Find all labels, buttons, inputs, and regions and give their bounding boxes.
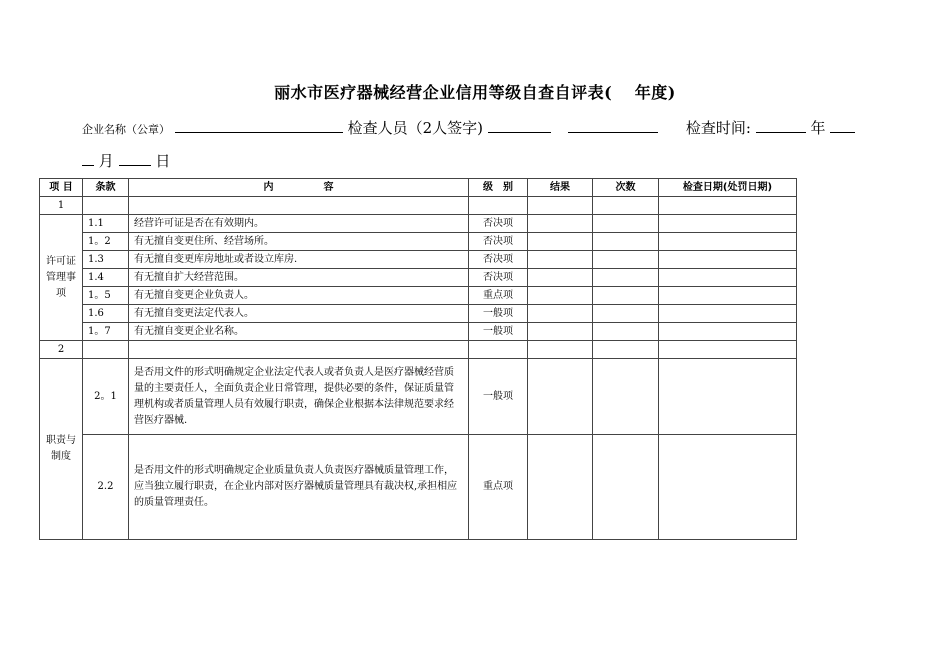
count-cell[interactable] [593,435,659,540]
page-title: 丽水市医疗器械经营企业信用等级自查自评表( 年度) [274,83,676,102]
time-label: 检查时间: [685,119,751,137]
year-label: 年 [810,119,826,137]
header-line-1 [82,117,855,138]
col-header-count: 次数 [593,179,659,197]
date-cell[interactable] [659,323,797,341]
year-tail-blank[interactable] [830,118,855,133]
content-cell: 有无擅自变更住所、经营场所。 [129,233,469,251]
date-cell[interactable] [659,269,797,287]
content-cell: 有无擅自变更企业负责人。 [129,287,469,305]
count-cell[interactable] [593,287,659,305]
date-cell[interactable] [659,233,797,251]
date-cell[interactable] [659,287,797,305]
level-cell: 否决项 [469,233,528,251]
level-cell: 一般项 [469,323,528,341]
inspector-signature-blank-1[interactable] [488,118,551,133]
section-1-name: 许可证管理事项 [40,215,83,341]
section-2-number: 2 [40,341,83,359]
count-cell[interactable] [593,269,659,287]
clause-cell: 2。1 [83,359,129,435]
date-cell[interactable] [659,359,797,435]
count-cell[interactable] [593,251,659,269]
clause-cell: 1。7 [83,323,129,341]
table-row [40,269,797,287]
date-cell[interactable] [659,435,797,540]
clause-cell: 1.6 [83,305,129,323]
date-cell[interactable] [659,215,797,233]
result-cell[interactable] [528,323,593,341]
level-cell: 重点项 [469,435,528,540]
table-row [40,359,797,435]
level-cell: 重点项 [469,287,528,305]
count-cell[interactable] [593,323,659,341]
result-cell[interactable] [528,287,593,305]
header-line-2 [82,150,170,171]
result-cell[interactable] [528,251,593,269]
inspection-table [39,178,797,540]
count-cell[interactable] [593,305,659,323]
table-row [40,251,797,269]
col-header-content: 内 容 [129,179,469,197]
date-cell[interactable] [659,251,797,269]
month-blank[interactable] [82,151,94,166]
table-row [40,305,797,323]
content-cell: 有无擅自扩大经营范围。 [129,269,469,287]
clause-cell: 1.3 [83,251,129,269]
result-cell[interactable] [528,215,593,233]
level-cell: 否决项 [469,269,528,287]
table-row [40,323,797,341]
count-cell[interactable] [593,215,659,233]
content-cell: 有无擅自变更库房地址或者设立库房. [129,251,469,269]
level-cell: 否决项 [469,251,528,269]
result-cell[interactable] [528,305,593,323]
content-cell: 是否用文件的形式明确规定企业法定代表人或者负责人是医疗器械经营质量的主要责任人，全面负责企业日常管理，提供必要的条件，保证质量管理机构或者质量管理人员有效履行职责，确保企业根据本法律规范要求经营医疗器械. [129,359,469,435]
table-row [40,233,797,251]
col-header-item: 项 目 [40,179,83,197]
content-cell: 有无擅自变更企业名称。 [129,323,469,341]
content-cell: 有无擅自变更法定代表人。 [129,305,469,323]
company-name-blank[interactable] [175,118,343,133]
day-blank[interactable] [119,151,151,166]
col-header-result: 结果 [528,179,593,197]
content-cell: 是否用文件的形式明确规定企业质量负责人负责医疗器械质量管理工作，应当独立履行职责，在企业内部对医疗器械质量管理具有裁决权,承担相应的质量管理责任。 [129,435,469,540]
count-cell[interactable] [593,359,659,435]
month-label: 月 [98,152,114,170]
result-cell[interactable] [528,435,593,540]
clause-cell: 2.2 [83,435,129,540]
level-cell: 否决项 [469,215,528,233]
result-cell[interactable] [528,359,593,435]
content-cell: 经营许可证是否在有效期内。 [129,215,469,233]
clause-cell: 1.4 [83,269,129,287]
table-row [40,287,797,305]
table-header-row [40,179,797,197]
col-header-date: 检查日期(处罚日期) [659,179,797,197]
day-label: 日 [155,152,171,170]
company-label: 企业名称（公章） [82,123,170,136]
year-blank[interactable] [756,118,806,133]
count-cell[interactable] [593,233,659,251]
section-2-row [40,341,797,359]
inspector-label: 检查人员（2人签字) [347,119,483,137]
clause-cell: 1。5 [83,287,129,305]
level-cell: 一般项 [469,359,528,435]
result-cell[interactable] [528,269,593,287]
col-header-clause: 条款 [83,179,129,197]
section-2-name: 职责与制度 [40,359,83,540]
table-row [40,215,797,233]
inspector-signature-blank-2[interactable] [568,118,658,133]
clause-cell: 1.1 [83,215,129,233]
section-1-row [40,197,797,215]
result-cell[interactable] [528,233,593,251]
table-row [40,435,797,540]
date-cell[interactable] [659,305,797,323]
section-1-number: 1 [40,197,83,215]
col-header-level: 级 别 [469,179,528,197]
level-cell: 一般项 [469,305,528,323]
clause-cell: 1。2 [83,233,129,251]
